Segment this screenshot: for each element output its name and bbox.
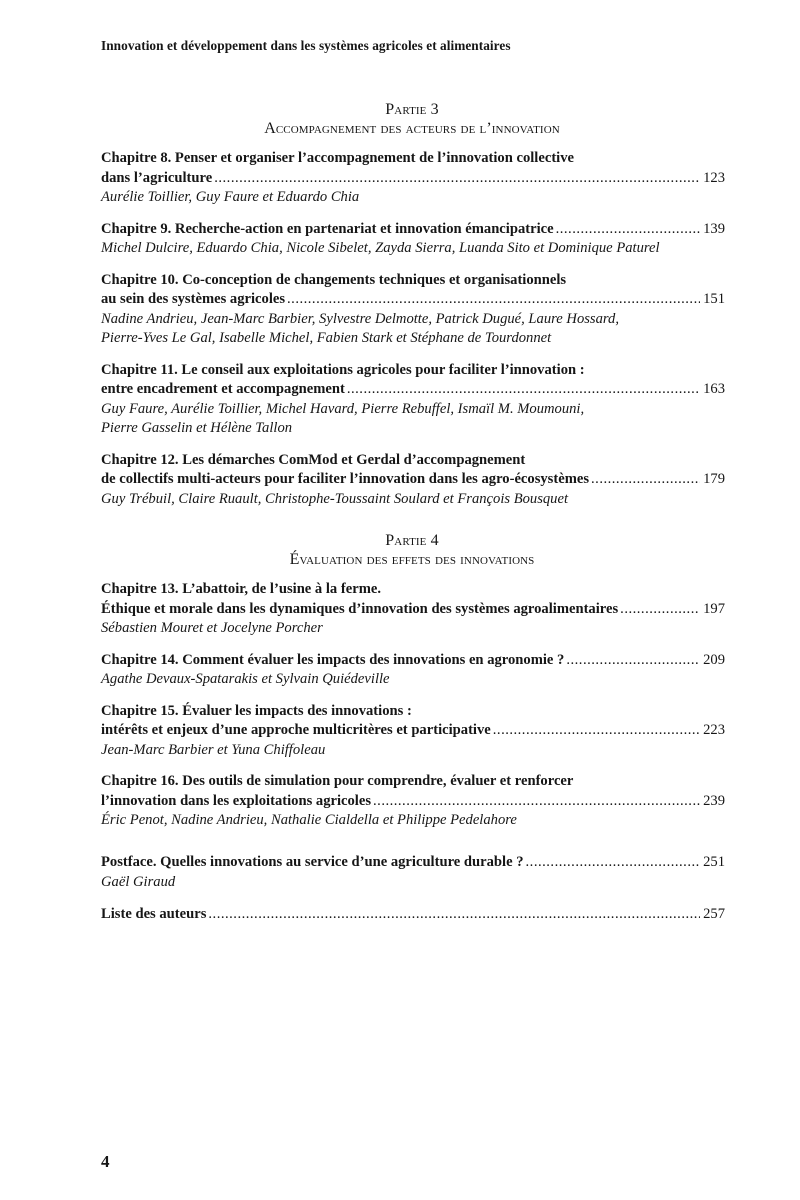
page-ref: 209 — [703, 651, 725, 668]
entry-title-line: Chapitre 12. Les démarches ComMod et Gerdal d’accompagnement — [101, 451, 526, 468]
entry-title-line — [101, 651, 725, 671]
toc-entry[interactable] — [101, 651, 725, 690]
entry-title-text: Postface. Quelles innovations au service d’une agriculture durable ? — [101, 854, 524, 870]
toc-entry[interactable] — [101, 220, 725, 259]
entry-title-text: de collectifs multi-acteurs pour faciliter l’innovation dans les agro-écosystèmes — [101, 471, 590, 487]
toc-back-matter — [101, 853, 725, 937]
page-ref: 197 — [703, 600, 725, 617]
entry-authors: Guy Faure, Aurélie Toillier, Michel Havard, Pierre Rebuffel, Ismaïl M. Moumouni, — [101, 400, 585, 417]
leader-dots — [566, 651, 700, 671]
entry-title-line: Chapitre 10. Co-conception de changements techniques et organisationnels — [101, 271, 567, 288]
page-number: 4 — [101, 1152, 110, 1171]
toc-entry[interactable] — [101, 451, 725, 510]
leader-dots — [556, 220, 701, 240]
entry-title-line: Chapitre 8. Penser et organiser l’accompagnement de l’innovation collective — [101, 150, 575, 166]
entry-authors: Gaël Giraud — [101, 873, 176, 890]
leader-dots — [373, 792, 700, 812]
toc-entry[interactable] — [101, 271, 725, 349]
page-ref: 239 — [703, 792, 725, 809]
entry-authors: Agathe Devaux-Spatarakis et Sylvain Quiédeville — [101, 671, 390, 687]
toc-entry[interactable] — [101, 361, 725, 439]
part-number: Partie 3 — [385, 101, 439, 118]
entry-title-line — [101, 470, 725, 490]
entry-title-line — [101, 905, 725, 925]
page-ref: 223 — [703, 722, 725, 738]
entry-title-line: Chapitre 15. Évaluer les impacts des innovations : — [101, 702, 412, 719]
entry-authors: Jean-Marc Barbier et Yuna Chiffoleau — [101, 741, 326, 758]
entry-authors: Sébastien Mouret et Jocelyne Porcher — [101, 620, 323, 636]
page-ref: 151 — [703, 291, 725, 307]
leader-dots — [287, 290, 700, 310]
toc-entry[interactable] — [101, 853, 725, 892]
leader-dots — [591, 470, 700, 490]
entry-title-text: au sein des systèmes agricoles — [101, 291, 286, 307]
entry-title-line — [101, 169, 725, 189]
leader-dots — [493, 721, 700, 741]
toc-part-3 — [101, 149, 725, 521]
entry-title-line — [101, 721, 725, 741]
toc-entry[interactable] — [101, 702, 725, 761]
entry-title-line — [101, 380, 725, 400]
page-ref: 179 — [703, 471, 725, 487]
entry-title-text: Chapitre 14. Comment évaluer les impacts des innovations en agronomie ? — [101, 651, 565, 668]
entry-title-text: l’innovation dans les exploitations agricoles — [101, 792, 372, 809]
leader-dots — [347, 380, 700, 400]
entry-authors: Aurélie Toillier, Guy Faure et Eduardo Chia — [101, 189, 360, 205]
page-ref: 139 — [703, 220, 725, 237]
entry-title-line: Chapitre 11. Le conseil aux exploitations agricoles pour faciliter l’innovation : — [101, 361, 585, 378]
running-head: Innovation et développement dans les systèmes agricoles et alimentaires — [101, 38, 511, 53]
entry-title-line — [101, 290, 725, 310]
entry-title-line — [101, 600, 725, 620]
entry-title-line — [101, 792, 725, 812]
entry-authors: Pierre-Yves Le Gal, Isabelle Michel, Fabien Stark et Stéphane de Tourdonnet — [101, 330, 552, 346]
part-title: Évaluation des effets des innovations — [289, 551, 535, 568]
part-3-heading — [100, 100, 724, 138]
part-title: Accompagnement des acteurs de l’innovation — [264, 120, 560, 137]
page-ref: 123 — [703, 169, 725, 186]
toc-entry[interactable] — [101, 905, 725, 925]
entry-title-text: Éthique et morale dans les dynamiques d’innovation des systèmes agroalimentaires — [101, 600, 619, 617]
entry-authors: Michel Dulcire, Eduardo Chia, Nicole Sibelet, Zayda Sierra, Luanda Sito et Dominique Paturel — [101, 240, 660, 256]
toc-entry[interactable] — [101, 580, 725, 639]
entry-authors: Nadine Andrieu, Jean-Marc Barbier, Sylvestre Delmotte, Patrick Dugué, Laure Hossard, — [101, 310, 619, 327]
entry-title-text: Chapitre 9. Recherche-action en partenariat et innovation émancipatrice — [101, 220, 554, 237]
leader-dots — [214, 169, 700, 189]
entry-authors: Éric Penot, Nadine Andrieu, Nathalie Cialdella et Philippe Pedelahore — [101, 812, 517, 828]
entry-title-text: entre encadrement et accompagnement — [101, 381, 345, 397]
entry-title-text: dans l’agriculture — [101, 169, 213, 186]
toc-entry[interactable] — [101, 772, 725, 831]
leader-dots — [620, 600, 700, 620]
part-number: Partie 4 — [385, 532, 439, 549]
leader-dots — [208, 905, 700, 925]
entry-authors: Pierre Gasselin et Hélène Tallon — [101, 420, 293, 436]
page-ref: 257 — [703, 906, 725, 922]
entry-title-text: intérêts et enjeux d’une approche multicritères et participative — [101, 722, 491, 738]
part-4-heading — [100, 531, 724, 569]
entry-title-line: Chapitre 16. Des outils de simulation pour comprendre, évaluer et renforcer — [101, 773, 574, 789]
leader-dots — [526, 853, 701, 873]
entry-title-text: Liste des auteurs — [101, 906, 207, 922]
entry-title-line — [101, 853, 725, 873]
entry-authors: Guy Trébuil, Claire Ruault, Christophe-Toussaint Soulard et François Bousquet — [101, 490, 569, 507]
page-ref: 163 — [703, 381, 725, 397]
entry-title-line — [101, 220, 725, 240]
toc-part-4 — [101, 580, 725, 843]
toc-entry[interactable] — [101, 149, 725, 208]
entry-title-line: Chapitre 13. L’abattoir, de l’usine à la ferme. — [101, 581, 381, 597]
page-ref: 251 — [703, 854, 725, 870]
